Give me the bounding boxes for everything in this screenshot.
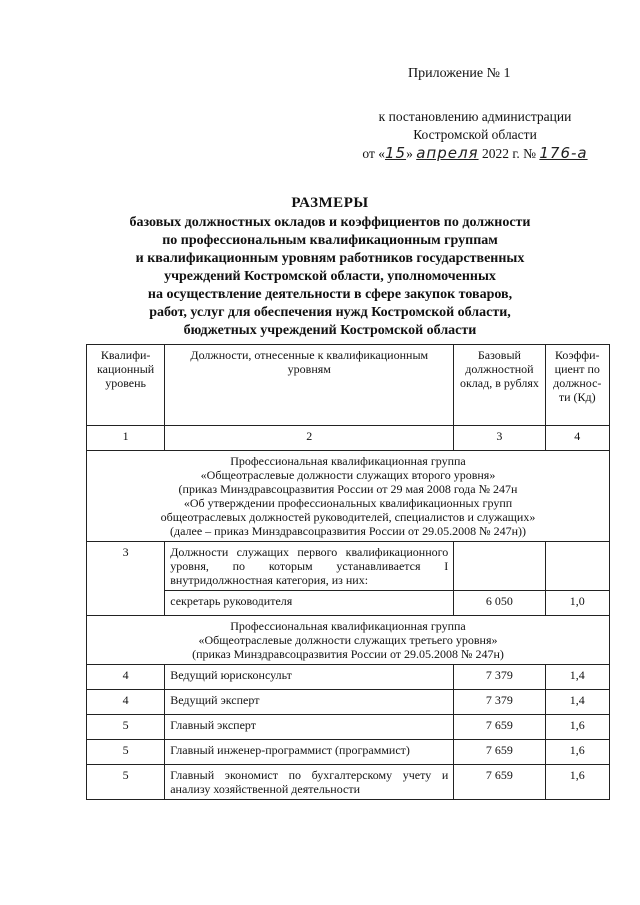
group-heading-line: Профессиональная квалификационная группа [230,619,466,633]
group-heading-line: (далее – приказ Минздравсоцразвития России от 29.05.2008 № 247н)) [169,524,526,538]
column-number: 1 [87,426,165,451]
coefficient-cell: 1,6 [545,740,609,765]
title-line: и квалификационным уровням работников государственных [135,251,525,266]
resolution-reference [340,108,610,163]
group-heading-row [87,451,610,542]
date-month-handwritten: апреля [416,144,479,162]
coefficient-cell: 1,6 [545,765,609,800]
salary-table [86,344,610,800]
salary-cell: 7 659 [454,715,545,740]
column-number: 2 [165,426,454,451]
doc-number-handwritten: 176-а [539,144,588,162]
title-main: РАЗМЕРЫ [291,195,369,211]
empty-cell [454,542,545,591]
salary-cell: 7 379 [454,690,545,715]
coefficient-cell: 1,0 [545,591,609,616]
salary-cell: 7 659 [454,765,545,800]
resolution-line-2: Костромской области [413,127,537,142]
group-heading-third-level [87,616,610,665]
position-cell: секретарь руководителя [165,591,454,616]
coefficient-cell: 1,4 [545,665,609,690]
column-number-row [87,426,610,451]
position-cell: Главный эксперт [165,715,454,740]
table-row [87,665,610,690]
appendix-label: Приложение № 1 [408,66,511,81]
group-heading-line: «Об утверждении профессиональных квалификационных групп [183,496,513,510]
date-prefix: от « [362,146,385,161]
date-mid: » [406,146,417,161]
column-number: 4 [545,426,609,451]
group-heading-line: «Общеотраслевые должности служащих третьего уровня» [198,633,498,647]
level-cell: 4 [87,690,165,715]
title-line: учреждений Костромской области, уполномоченных [164,269,496,284]
salary-cell: 7 379 [454,665,545,690]
position-cell: Главный инженер-программист (программист) [165,740,454,765]
group-heading-line: общеотраслевых должностей руководителей, специалистов и служащих» [160,510,536,524]
header-base-salary: Базовый должностной оклад, в рублях [454,345,545,426]
header-coefficient: Коэффи-циент по должнос-ти (Кд) [545,345,609,426]
empty-cell [545,542,609,591]
group-heading-line: (приказ Минздравсоцразвития России от 29.05.2008 № 247н) [192,647,504,661]
resolution-line-1: к постановлению администрации [378,109,572,124]
date-year: 2022 г. № [478,146,540,161]
group-heading-second-level [87,451,610,542]
header-positions: Должности, отнесенные к квалификационным уровням [165,345,454,426]
salary-cell: 7 659 [454,740,545,765]
level-cell: 5 [87,740,165,765]
title-line: по профессиональным квалификационным группам [162,233,498,248]
position-cell: Ведущий юрисконсульт [165,665,454,690]
position-cell: Главный экономист по бухгалтерскому учету и анализу хозяйственной деятельности [165,765,454,800]
level-cell: 5 [87,715,165,740]
resolution-date-line [340,144,610,163]
table-row [87,765,610,800]
position-cell: Ведущий эксперт [165,690,454,715]
table-row [87,591,610,616]
table-row [87,542,610,591]
table-row [87,740,610,765]
position-description-cell: Должности служащих первого квалификационного уровня, по которым устанавливается I внутридолжностная категория, из них: [165,542,454,591]
group-heading-line: (приказ Минздравсоцразвития России от 29 мая 2008 года № 247н [178,482,518,496]
column-number: 3 [454,426,545,451]
salary-cell: 6 050 [454,591,545,616]
coefficient-cell: 1,4 [545,690,609,715]
level-cell: 5 [87,765,165,800]
title-line: на осуществление деятельности в сфере закупок товаров, [147,287,513,302]
title-line: базовых должностных окладов и коэффициентов по должности [129,215,531,230]
coefficient-cell: 1,6 [545,715,609,740]
level-cell: 3 [87,542,165,616]
table-row [87,715,610,740]
date-day-handwritten: 15 [384,144,407,162]
group-heading-line: Профессиональная квалификационная группа [230,454,466,468]
document-title [60,194,600,340]
title-line: бюджетных учреждений Костромской области [183,323,477,338]
group-heading-row [87,616,610,665]
title-line: работ, услуг для обеспечения нужд Костромской области, [149,305,511,320]
level-cell: 4 [87,665,165,690]
table-row [87,690,610,715]
group-heading-line: «Общеотраслевые должности служащих второго уровня» [200,468,496,482]
table-header-row [87,345,610,426]
header-qualification-level: Квалифи-кационный уровень [87,345,165,426]
